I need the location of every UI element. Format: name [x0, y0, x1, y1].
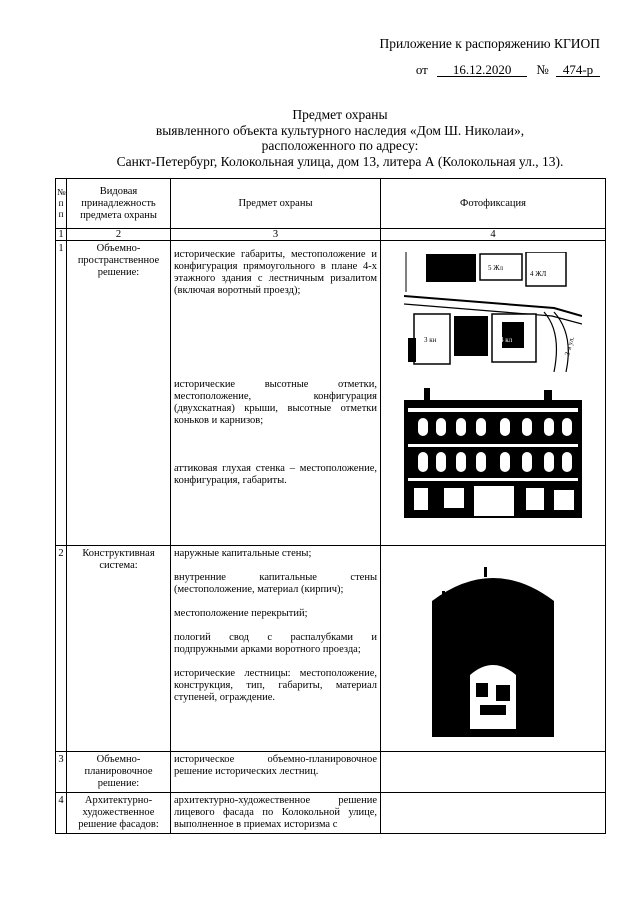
map-label: 3 кн	[424, 336, 437, 344]
row-subject: историческое объемно-планировочное решение исторических лестниц.	[171, 752, 381, 793]
map-label: 4 кл	[500, 336, 513, 344]
site-plan-map	[404, 252, 582, 372]
order-date: 16.12.2020	[437, 63, 527, 77]
map-label: 3-я ул.	[563, 335, 576, 357]
subject-item: аттиковая глухая стенка – местоположение, конфигурация, габариты.	[174, 463, 377, 486]
table-header-row	[56, 179, 606, 229]
subject-item: исторические габариты, местоположение и конфигурация прямоугольного в плане 4-х этажного здания с лестничным ризалитом (включая воротный проезд);	[174, 249, 377, 296]
facade-photo	[404, 378, 582, 538]
map-label: 5 Жл	[488, 264, 504, 272]
column-index: 1	[56, 229, 67, 241]
header-num: № п п	[56, 179, 67, 229]
row-number: 3	[56, 752, 67, 793]
number-label: №	[536, 62, 549, 77]
header-type: Видовая принадлежность предмета охраны	[67, 179, 171, 229]
title-line-4: Санкт-Петербург, Колокольная улица, дом 13, литера А (Колокольная ул., 13).	[116, 153, 564, 169]
order-number: 474-р	[556, 63, 600, 77]
from-label: от	[415, 62, 428, 77]
appendix-title: Приложение к распоряжению КГИОП	[379, 36, 600, 51]
row-subject: архитектурно-художественное решение лицевого фасада по Колокольной улице, выполненное в приемах историзма с	[171, 793, 381, 834]
row-photos	[381, 241, 606, 546]
protection-subject-table	[55, 178, 606, 834]
column-index-row	[56, 229, 606, 241]
column-index: 3	[171, 229, 381, 241]
document-title	[60, 107, 620, 169]
subject-item: внутренние капитальные стены (местоположение, материал (кирпич);	[174, 572, 377, 595]
title-line-2: выявленного объекта культурного наследия «Дом Ш. Николаи»,	[155, 122, 525, 138]
row-subject	[171, 241, 381, 546]
row-type: Объемно-планировочное решение:	[67, 752, 171, 793]
subject-item: наружные капитальные стены;	[174, 548, 312, 559]
title-line-3: расположенного по адресу:	[261, 138, 419, 153]
appendix-header	[379, 36, 600, 78]
subject-item: пологий свод с распалубками и подпружными арками воротного проезда;	[174, 632, 377, 655]
title-line-1: Предмет охраны	[292, 107, 388, 122]
column-index: 4	[381, 229, 606, 241]
subject-item: местоположение перекрытий;	[174, 608, 308, 619]
row-number: 1	[56, 241, 67, 546]
row-subject	[171, 546, 381, 752]
table-row	[56, 752, 606, 793]
row-photos	[381, 752, 606, 793]
table-row	[56, 241, 606, 546]
subject-item: исторические высотные отметки, местоположение, конфигурация (двухскатная) крыши, высотные отметки коньков и карнизов;	[174, 379, 377, 426]
subject-item: исторические лестницы: местоположение, конструкция, тип, габариты, материал ступеней, ограждение.	[174, 668, 377, 703]
column-index: 2	[67, 229, 171, 241]
table-row	[56, 546, 606, 752]
row-number: 2	[56, 546, 67, 752]
appendix-date-line	[379, 62, 600, 78]
row-type: Архитектурно-художественное решение фасадов:	[67, 793, 171, 834]
row-number: 4	[56, 793, 67, 834]
row-photos	[381, 793, 606, 834]
row-type: Конструктивная система:	[67, 546, 171, 752]
gateway-vault-photo	[414, 561, 572, 737]
map-label: 4 ЖЛ	[530, 270, 547, 278]
row-type: Объемно-пространственное решение:	[67, 241, 171, 546]
table-row	[56, 793, 606, 834]
row-photos	[381, 546, 606, 752]
header-photo: Фотофиксация	[381, 179, 606, 229]
header-subject: Предмет охраны	[171, 179, 381, 229]
